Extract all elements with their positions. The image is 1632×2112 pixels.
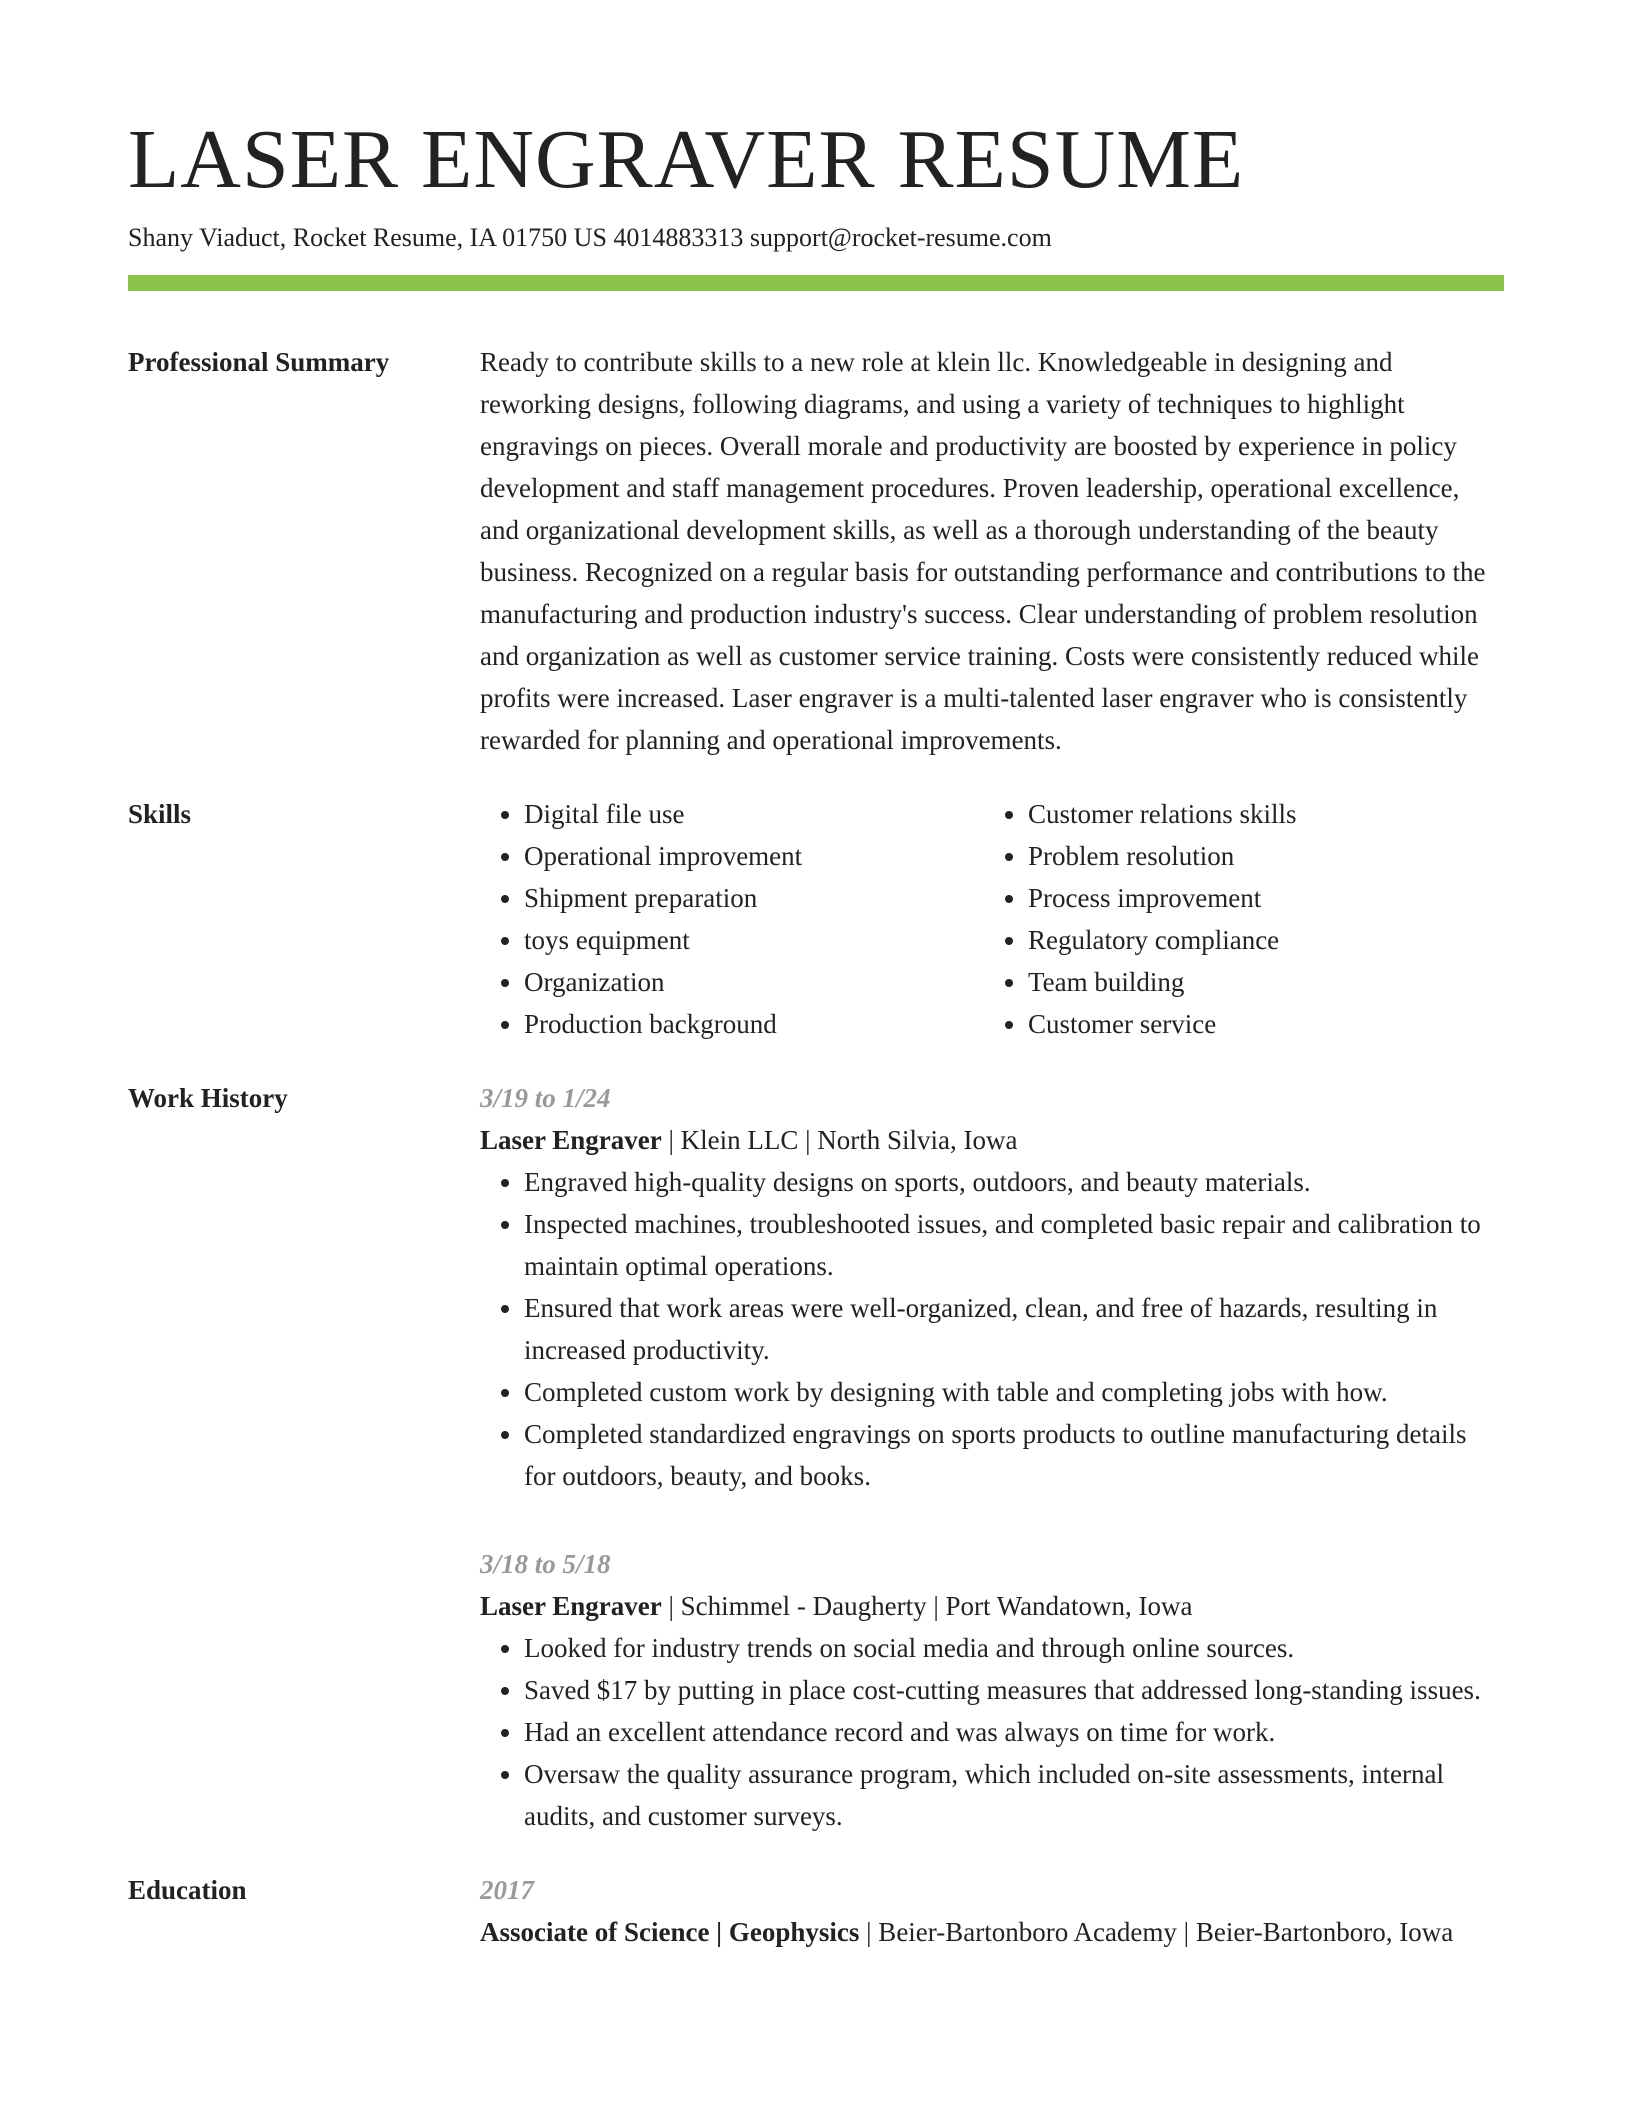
skill-item: • Problem resolution [1028,835,1488,877]
job-bullet: • Engraved high-quality designs on sports, outdoors, and beauty materials. [524,1161,1504,1203]
job-bullet: • Ensured that work areas were well-organized, clean, and free of hazards, resulting in increased productivity. [524,1287,1504,1371]
skills-section [128,793,1504,1045]
job-heading [480,1585,1504,1627]
skill-item: • Production background [524,1003,984,1045]
skill-item: • Team building [1028,961,1488,1003]
work-history-body [480,1077,1504,1837]
skill-item: • Process improvement [1028,877,1488,919]
skills-label: Skills [128,799,192,830]
job-bullet: • Inspected machines, troubleshooted issues, and completed basic repair and calibration to maintain optimal operations. [524,1203,1504,1287]
job-title: Laser Engraver [480,1591,662,1622]
job-bullets [480,1627,1504,1837]
job-details: | Klein LLC | North Silvia, Iowa [661,1125,1018,1156]
skills-list-left [480,793,984,1045]
skill-item: • Regulatory compliance [1028,919,1488,961]
skill-item: • Organization [524,961,984,1003]
job-title: Laser Engraver [480,1125,662,1156]
job-entry [480,1077,1504,1497]
contact-line: Shany Viaduct, Rocket Resume, IA 01750 US 4014883313 support@rocket-resume.com [128,223,1052,252]
skills-list-right [984,793,1488,1045]
summary-section [128,341,1504,761]
skill-item: • Digital file use [524,793,984,835]
skill-item: • Customer relations skills [1028,793,1488,835]
education-section [128,1869,1504,1953]
skills-columns [480,793,1504,1045]
job-entry [480,1543,1504,1837]
header-divider [128,275,1504,291]
job-details: | Schimmel - Daugherty | Port Wandatown, Iowa [661,1591,1193,1622]
job-heading [480,1119,1504,1161]
skill-item: • Customer service [1028,1003,1488,1045]
resume-title: LASER ENGRAVER RESUME [128,113,1245,206]
job-bullet: • Saved $17 by putting in place cost-cutting measures that addressed long-standing issues. [524,1669,1504,1711]
job-bullet: • Looked for industry trends on social media and through online sources. [524,1627,1504,1669]
education-label: Education [128,1875,247,1906]
summary-label: Professional Summary [128,347,390,378]
education-date: 2017 [480,1875,534,1906]
job-bullet: • Completed standardized engravings on sports products to outline manufacturing details for outdoors, beauty, and books. [524,1413,1504,1497]
education-degree: Associate of Science | Geophysics [480,1917,860,1948]
job-bullets [480,1161,1504,1497]
education-heading [480,1911,1504,1953]
job-bullet: • Oversaw the quality assurance program, which included on-site assessments, internal audits, and customer surveys. [524,1753,1504,1837]
skill-item: • Shipment preparation [524,877,984,919]
job-date: 3/19 to 1/24 [480,1083,611,1114]
skill-item: • toys equipment [524,919,984,961]
education-body [480,1869,1504,1953]
summary-text: Ready to contribute skills to a new role at klein llc. Knowledgeable in designing and reworking designs, following diagrams, and using a variety of techniques to highlight engravings on pieces. Overall morale and productivity are boosted by experience in policy development and staff management procedures. Proven leadership, operational excellence, and organizational development skills, as well as a thorough understanding of the beauty business. Recognized on a regular basis for outstanding performance and contributions to the manufacturing and production industry's success. Clear understanding of problem resolution and organization as well as customer service training. Costs were consistently reduced while profits were increased. Laser engraver is a multi-talented laser engraver who is consistently rewarded for planning and operational improvements. [480,347,1486,756]
education-details: | Beier-Bartonboro Academy | Beier-Bartonboro, Iowa [859,1917,1454,1948]
job-bullet: • Completed custom work by designing with table and completing jobs with how. [524,1371,1504,1413]
job-date: 3/18 to 5/18 [480,1549,611,1580]
job-bullet: • Had an excellent attendance record and was always on time for work. [524,1711,1504,1753]
skill-item: • Operational improvement [524,835,984,877]
work-history-label: Work History [128,1083,288,1114]
work-history-section [128,1077,1504,1837]
